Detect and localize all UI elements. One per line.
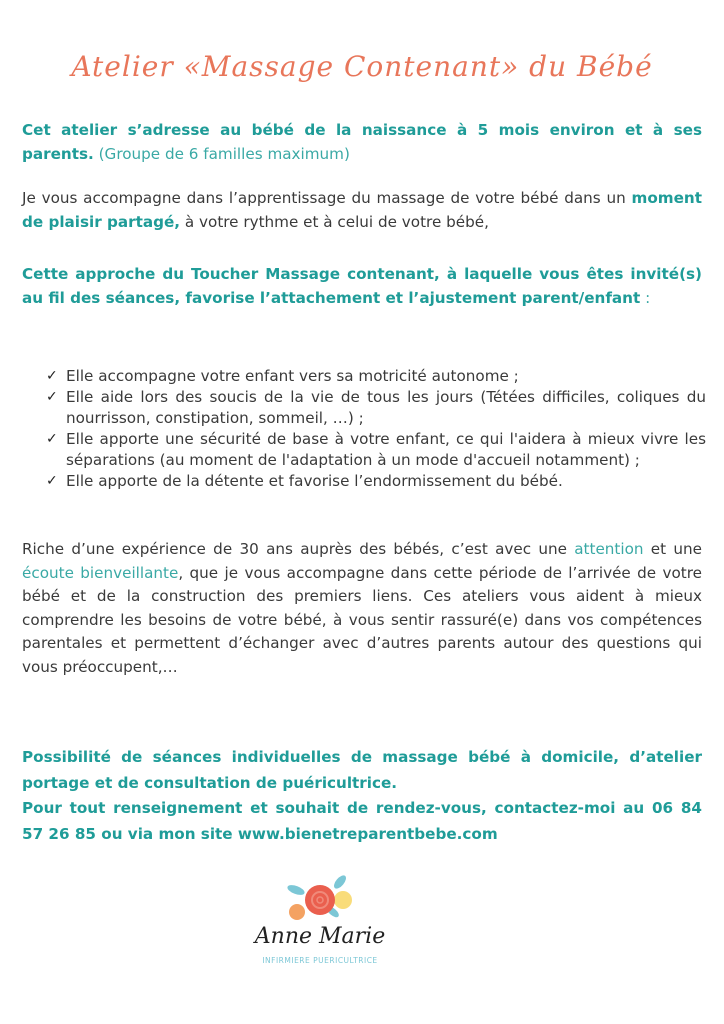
accompany-after: à votre rythme et à celui de votre bébé, [180, 213, 489, 231]
experience-ecoute: écoute bienveillante [22, 563, 179, 582]
intro-note: (Groupe de 6 familles maximum) [98, 145, 350, 163]
accompany-paragraph [22, 186, 702, 234]
list-item-text: Elle accompagne votre enfant vers sa motricité autonome ; [66, 367, 519, 385]
list-item [46, 471, 706, 492]
experience-paragraph [22, 538, 702, 679]
contact-paragraph [22, 745, 702, 847]
accompany-highlight: moment de plaisir partagé, [22, 189, 702, 231]
page-title: Atelier «Massage Contenant» du Bébé [71, 50, 653, 83]
check-icon: ✓ [46, 431, 58, 447]
check-icon: ✓ [46, 473, 58, 489]
flowers-icon [240, 872, 400, 928]
experience-text-2: et une [643, 540, 702, 558]
approach-colon: : [640, 289, 651, 307]
list-item [46, 429, 706, 471]
check-icon: ✓ [46, 368, 58, 384]
intro-bold: Cet atelier s’adresse au bébé de la naissance à 5 mois environ et à ses parents. [22, 121, 702, 163]
list-item [46, 366, 706, 387]
list-item-text: Elle apporte une sécurité de base à votre enfant, ce qui l'aidera à mieux vivre les séparations (au moment de l'adaptation à un mode d'accueil notamment) ; [66, 430, 706, 469]
approach-text: Cette approche du Toucher Massage contenant, à laquelle vous êtes invité(s) au fil des séances, favorise l’attachement et l’ajustement parent/enfant [22, 265, 702, 307]
intro-paragraph [22, 118, 702, 166]
contact-line-2: Pour tout renseignement et souhait de rendez-vous, contactez-moi au 06 84 57 26 85 ou via mon site www.bienetreparentbebe.com [22, 799, 702, 843]
experience-text-3: , que je vous accompagne dans cette période de l’arrivée de votre bébé et de la construction des premiers liens. Ces ateliers vous aident à mieux comprendre les besoins de votre bébé, à vous sentir rassuré(e) dans vos compétences parentales et permettent d’échanger avec d’autres parents autour des questions qui vous préoccupent,… [22, 563, 702, 676]
logo [240, 872, 400, 972]
contact-line-1: Possibilité de séances individuelles de massage bébé à domicile, d’atelier portage et de consultation de puéricultrice. [22, 748, 702, 792]
list-item-text: Elle aide lors des soucis de la vie de tous les jours (Tétées difficiles, coliques du nourrisson, constipation, sommeil, …) ; [66, 388, 706, 427]
list-item-text: Elle apporte de la détente et favorise l’endormissement du bébé. [66, 472, 563, 490]
experience-attention: attention [574, 540, 644, 558]
list-item [46, 387, 706, 429]
check-icon: ✓ [46, 389, 58, 405]
logo-name: Anne Marie [254, 924, 386, 949]
approach-paragraph [22, 262, 702, 310]
experience-text-1: Riche d’une expérience de 30 ans auprès des bébés, c’est avec une [22, 540, 575, 558]
benefits-list [46, 366, 706, 492]
accompany-before: Je vous accompagne dans l’apprentissage du massage de votre bébé dans un [22, 189, 632, 207]
logo-subtitle: INFIRMIERE PUERICULTRICE [262, 956, 378, 965]
